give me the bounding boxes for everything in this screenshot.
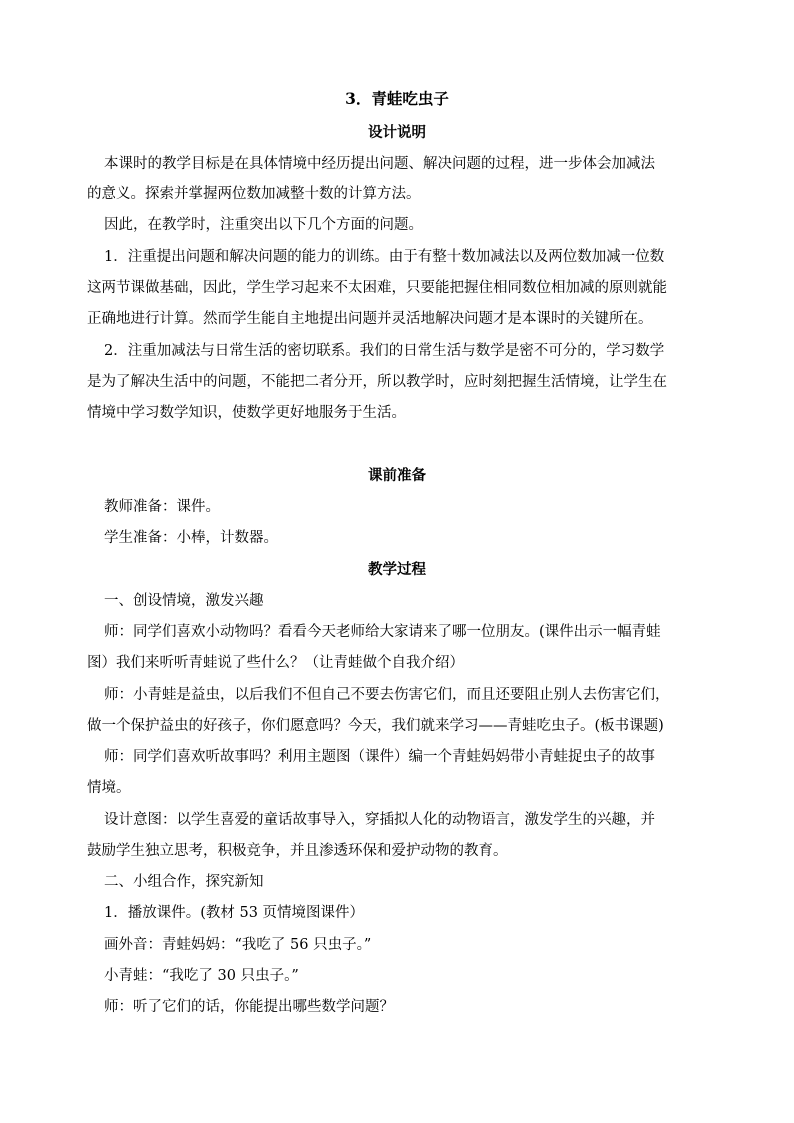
paragraph-line: 图）我们来听听青蛙说了些什么？（让青蛙做个自我介绍） xyxy=(87,655,464,671)
paragraph-line: 本课时的教学目标是在具体情境中经历提出问题、解决问题的过程，进一步体会加减法 xyxy=(104,156,655,172)
paragraph-line: 2．注重加减法与日常生活的密切联系。我们的日常生活与数学是密不可分的，学习数学 xyxy=(104,343,665,359)
paragraph-line: 情境。 xyxy=(87,780,131,796)
paragraph-line: 教师准备：课件。 xyxy=(104,499,220,515)
paragraph-line: 画外音：青蛙妈妈：“我吃了 56 只虫子。” xyxy=(104,937,372,953)
paragraph-line: 鼓励学生独立思考，积极竞争，并且渗透环保和爱护动物的教育。 xyxy=(87,843,508,859)
section-heading-prep: 课前准备 xyxy=(368,467,426,484)
section-heading-process: 教学过程 xyxy=(368,561,426,578)
paragraph-line: 1．播放课件。(教材 53 页情境图课件） xyxy=(104,905,365,921)
paragraph-line: 正确地进行计算。然而学生能自主地提出问题并灵活地解决问题才是本课时的关键所在。 xyxy=(87,311,653,327)
paragraph-line: 做一个保护益虫的好孩子，你们愿意吗？今天，我们就来学习——青蛙吃虫子。(板书课题) xyxy=(87,718,664,734)
paragraph-line: 的意义。探索并掌握两位数加减整十数的计算方法。 xyxy=(87,186,421,202)
document-title: 3．青蛙吃虫子 xyxy=(345,89,449,108)
paragraph-line: 情境中学习数学知识，使数学更好地服务于生活。 xyxy=(87,405,406,421)
paragraph-line: 1．注重提出问题和解决问题的能力的训练。由于有整十数加减法以及两位数加减一位数 xyxy=(104,249,665,265)
paragraph-line: 这两节课做基础，因此，学生学习起来不太困难，只要能把握住相同数位相加减的原则就能 xyxy=(87,280,667,296)
subheading-step-2: 二、小组合作，探究新知 xyxy=(104,874,264,890)
paragraph-line: 师：同学们喜欢听故事吗？利用主题图（课件）编一个青蛙妈妈带小青蛙捉虫子的故事 xyxy=(104,749,655,765)
paragraph-line: 学生准备：小棒，计数器。 xyxy=(104,530,278,546)
subheading-step-1: 一、创设情境，激发兴趣 xyxy=(104,593,264,609)
paragraph-line: 师：听了它们的话，你能提出哪些数学问题？ xyxy=(104,999,394,1015)
paragraph-line: 因此，在教学时，注重突出以下几个方面的问题。 xyxy=(104,217,423,233)
section-heading-design-note: 设计说明 xyxy=(368,124,426,141)
paragraph-line: 师：小青蛙是益虫，以后我们不但自己不要去伤害它们，而且还要阻止别人去伤害它们， xyxy=(104,687,670,703)
paragraph-line: 小青蛙：“我吃了 30 只虫子。” xyxy=(104,968,299,984)
paragraph-line: 设计意图：以学生喜爱的童话故事导入，穿插拟人化的动物语言，激发学生的兴趣，并 xyxy=(104,812,655,828)
paragraph-line: 师：同学们喜欢小动物吗？看看今天老师给大家请来了哪一位朋友。(课件出示一幅青蛙 xyxy=(104,624,661,640)
paragraph-line: 是为了解决生活中的问题，不能把二者分开，所以教学时，应时刻把握生活情境，让学生在 xyxy=(87,374,667,390)
